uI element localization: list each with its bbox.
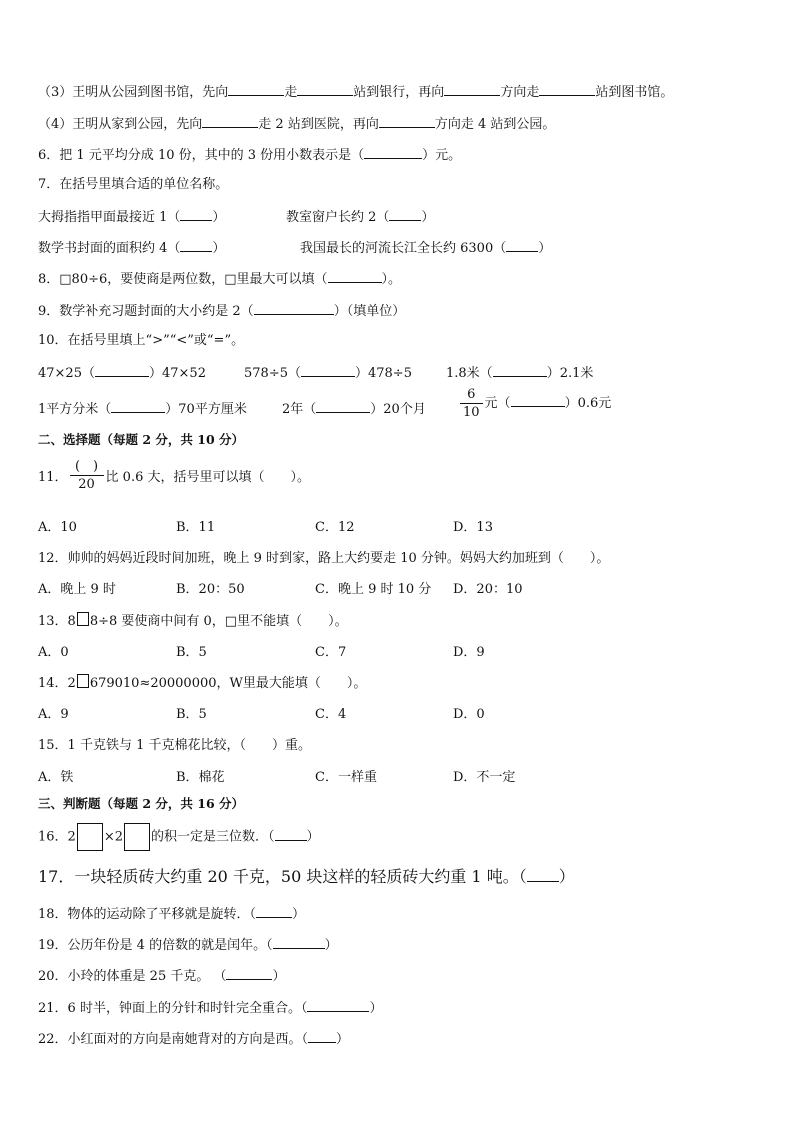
- question-18: 18．物体的运动除了平移就是旋转．（ ）: [38, 903, 305, 925]
- question-8: 8．□80÷6，要使商是两位数，□里最大可以填（ ）。: [38, 268, 401, 290]
- answer-blank[interactable]: [256, 903, 292, 918]
- q10-row1-item: 1.8米（ ）2.1米: [446, 362, 593, 384]
- q7-item-d: 我国最长的河流长江全长约 6300（ ）: [300, 237, 551, 259]
- answer-blank[interactable]: [254, 300, 334, 315]
- option-a[interactable]: A．晚上 9 时: [38, 582, 116, 597]
- answer-blank[interactable]: [539, 81, 595, 96]
- question-14: 14．2 679010≈20000000，W里最大能填（ ）。: [38, 676, 367, 691]
- fraction: $\frac{( )}{20}$: [70, 458, 104, 493]
- option-d[interactable]: D．20：10: [453, 582, 523, 597]
- question-9: 9．数学补充习题封面的大小约是 2（ ）（填单位）: [38, 300, 405, 322]
- option-c[interactable]: C．7: [315, 645, 347, 660]
- question-13: 13．8 8÷8 要使商中间有 0，□里不能填（ ）。: [38, 614, 348, 629]
- answer-blank[interactable]: [307, 997, 369, 1012]
- option-b[interactable]: B．5: [176, 645, 207, 660]
- question-15: 15．1 千克铁与 1 千克棉花比较，（ ）重。: [38, 738, 311, 753]
- answer-blank[interactable]: [226, 965, 272, 980]
- option-c[interactable]: C．4: [315, 707, 347, 722]
- option-a[interactable]: A．10: [38, 520, 77, 535]
- option-b[interactable]: B．20：50: [176, 582, 245, 597]
- option-b[interactable]: B．11: [176, 520, 216, 535]
- digit-box[interactable]: [77, 612, 89, 626]
- answer-blank[interactable]: [180, 237, 212, 252]
- digit-box[interactable]: [124, 823, 150, 851]
- answer-blank[interactable]: [316, 398, 370, 413]
- question-7: 7．在括号里填合适的单位名称。: [38, 177, 229, 192]
- answer-blank[interactable]: [180, 206, 212, 221]
- option-d[interactable]: D．13: [453, 520, 493, 535]
- q5-4-line: （4）王明从家到公园，先向 走 2 站到医院，再向 方向走 4 站到公园。: [38, 113, 555, 135]
- question-22: 22．小红面对的方向是南她背对的方向是西。（ ）: [38, 1028, 349, 1050]
- option-b[interactable]: B．棉花: [176, 770, 225, 785]
- answer-blank[interactable]: [95, 362, 149, 377]
- option-d[interactable]: D．不一定: [453, 770, 516, 785]
- question-17: 17．一块轻质砖大约重 20 千克，50 块这样的轻质砖大约重 1 吨。（ ）: [38, 867, 575, 886]
- answer-blank[interactable]: [506, 237, 538, 252]
- answer-blank[interactable]: [308, 1028, 336, 1043]
- option-a[interactable]: A．铁: [38, 770, 74, 785]
- answer-blank[interactable]: [527, 867, 559, 882]
- answer-blank[interactable]: [364, 144, 422, 159]
- question-16: 16．2 ×2 的积一定是三位数．（ ）: [38, 823, 320, 852]
- q10-row2-item-fraction: $\frac{6}{10}$ 元（ ）0.6元: [458, 386, 611, 421]
- section-2-heading: 二、选择题（每题 2 分，共 10 分）: [38, 432, 245, 447]
- q7-item-b: 教室窗户长约 2（ ）: [286, 206, 434, 228]
- answer-blank[interactable]: [273, 934, 325, 949]
- answer-blank[interactable]: [444, 81, 500, 96]
- digit-box[interactable]: [77, 674, 89, 688]
- question-10: 10．在括号里填上“>”“<”或“=”。: [38, 333, 245, 348]
- question-20: 20．小玲的体重是 25 千克。 （ ）: [38, 965, 286, 987]
- q10-row2-item: 2年（ ）20个月: [282, 398, 426, 420]
- option-c[interactable]: C．一样重: [315, 770, 377, 785]
- option-b[interactable]: B．5: [176, 707, 207, 722]
- option-d[interactable]: D．0: [453, 707, 485, 722]
- answer-blank[interactable]: [511, 392, 565, 407]
- fraction: $\frac{6}{10}$: [460, 386, 483, 421]
- q10-row1-item: 578÷5（ ）478÷5: [244, 362, 412, 384]
- answer-blank[interactable]: [297, 81, 353, 96]
- answer-blank[interactable]: [111, 398, 165, 413]
- digit-box[interactable]: [77, 823, 103, 851]
- option-a[interactable]: A．0: [38, 645, 69, 660]
- q10-row1-item: 47×25（ ）47×52: [38, 362, 206, 384]
- q5-3-line: （3）王明从公园到图书馆，先向 走 站到银行，再向 方向走 站到图书馆。: [38, 81, 673, 103]
- option-c[interactable]: C．12: [315, 520, 355, 535]
- answer-blank[interactable]: [275, 826, 307, 841]
- answer-blank[interactable]: [228, 81, 284, 96]
- q7-item-c: 数学书封面的面积约 4（ ）: [38, 237, 225, 259]
- option-c[interactable]: C．晚上 9 时 10 分: [315, 582, 432, 597]
- answer-blank[interactable]: [328, 268, 382, 283]
- q10-row2-item: 1平方分米（ ）70平方厘米: [38, 398, 247, 420]
- question-19: 19．公历年份是 4 的倍数的就是闰年。（ ）: [38, 934, 338, 956]
- answer-blank[interactable]: [379, 113, 435, 128]
- answer-blank[interactable]: [301, 362, 355, 377]
- answer-blank[interactable]: [202, 113, 258, 128]
- question-21: 21．6 时半，钟面上的分针和时针完全重合。（ ）: [38, 997, 382, 1019]
- section-3-heading: 三、判断题（每题 2 分，共 16 分）: [38, 796, 245, 811]
- option-a[interactable]: A．9: [38, 707, 69, 722]
- answer-blank[interactable]: [493, 362, 547, 377]
- option-d[interactable]: D．9: [453, 645, 485, 660]
- q7-item-a: 大拇指指甲面最接近 1（ ）: [38, 206, 225, 228]
- question-12: 12．帅帅的妈妈近段时间加班，晚上 9 时到家，路上大约要走 10 分钟。妈妈大约加班到（ ）。: [38, 551, 610, 566]
- question-6: 6．把 1 元平均分成 10 份，其中的 3 份用小数表示是（ ）元。: [38, 144, 461, 166]
- question-11: 11． $\frac{( )}{20}$ 比 0.6 大，括号里可以填（ ）。: [38, 459, 310, 492]
- answer-blank[interactable]: [389, 206, 421, 221]
